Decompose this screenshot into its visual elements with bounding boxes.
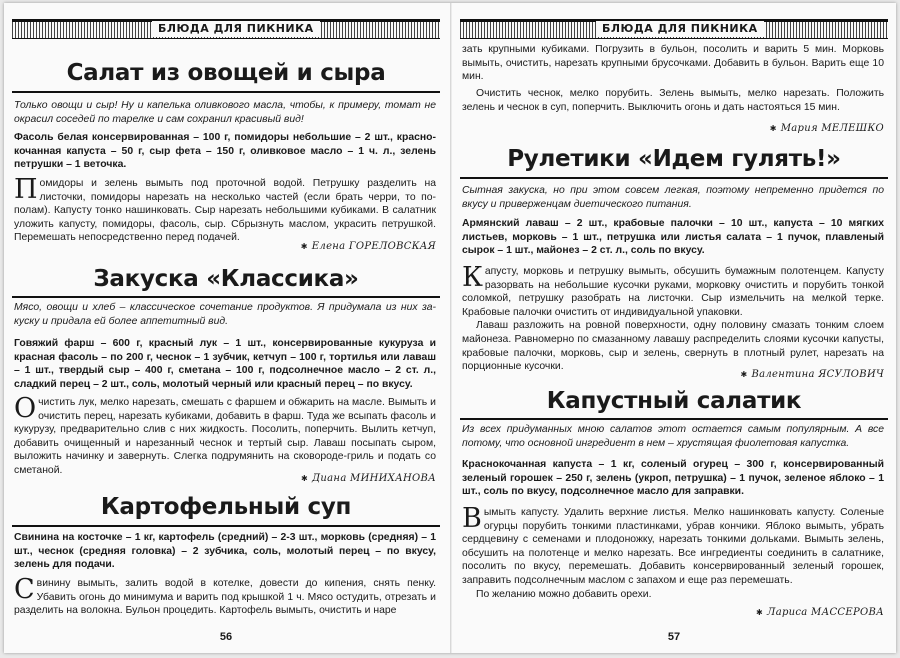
recipe-author [740, 369, 884, 380]
author-mark-icon: ✱ [756, 608, 764, 617]
recipe-title-salad: Салат из овощей и сыра [66, 60, 386, 86]
author-mark-icon: ✱ [740, 370, 748, 379]
recipe-author-name: Мария МЕЛЕШКО [780, 123, 884, 134]
recipe-method [462, 262, 884, 374]
recipe-title-rolls: Рулетики «Идем гулять!» [507, 146, 841, 172]
title-rule [12, 91, 440, 93]
section-header-text: БЛЮДА ДЛЯ ПИКНИКА [152, 21, 320, 37]
author-mark-icon: ✱ [300, 474, 308, 483]
title-rule [12, 296, 440, 298]
recipe-method-text-2: Лаваш разложить на ровной поверхности, одну половину смазать тонким слоем майонеза. Равномерно по смазанному лавашу распределить слоями кусочки капусты, крабовые палочки, морковь, сыр и зелень, свернуть в плотный рулет, нарезать на порционные кусочки. [462, 320, 884, 373]
author-mark-icon: ✱ [300, 242, 308, 251]
recipe-method [14, 393, 436, 478]
section-header-text: БЛЮДА ДЛЯ ПИКНИКА [596, 21, 764, 37]
recipe-intro: Только овощи и сыр! Ну и капелька оливкового масла, чтобы, к примеру, томат не окрасил соседей по тарелке и сам сохранил красивый вид! [14, 100, 436, 125]
recipe-method [462, 503, 884, 601]
soup-method-continued: Очистить чеснок, мелко порубить. Зелень вымыть, мелко нарезать. Положить зелень и чеснок в суп, поперчить. Выключить огонь и дать настояться 15 мин. [462, 88, 884, 113]
drop-cap: С [14, 574, 35, 605]
drop-cap: В [462, 503, 482, 534]
title-rule [460, 177, 888, 179]
page-number: 57 [667, 631, 681, 643]
title-rule [12, 525, 440, 527]
recipe-method-text-2: По желанию можно добавить орехи. [476, 588, 652, 600]
recipe-author-name: Валентина ЯСУЛОВИЧ [751, 369, 884, 380]
recipe-ingredients: Говяжий фарш – 600 г, красный лук – 1 шт., консервированные кукуруза и красная фасоль – по 200 г, чеснок – 1 зубчик, кетчуп – 100 г, тортилья или лаваш – 1 шт., твердый сыр – 400 г, сметана – 100 г, подсолнечное масло – 2 ст. л., сладкий перец – 2 шт., соль, молотый черный или красный перец – по вкусу. [14, 338, 436, 390]
drop-cap: П [14, 174, 38, 205]
recipe-method-text: омидоры и зелень вымыть под проточной водой. Петрушку разделить на листочки, помидоры нарезать на несколько частей (если брать черри, то пополам). Капусту тонко нашинковать. Сыр нарезать небольшими кубиками. В салатник уложить капусту, помидоры, фасоль, сыр. Сбрызнуть маслом, украсить петрушкой. Перемешать непосредственно перед подачей. [14, 178, 436, 244]
author-mark-icon: ✱ [769, 124, 777, 133]
recipe-intro: Из всех придуманных мною салатов этот остается самым популярным. А все потому, что основной ингредиент в нем – хрустящая фиолетовая капустка. [462, 424, 884, 449]
recipe-intro: Мясо, овощи и хлеб – классическое сочетание продуктов. Я придумала из них закуску и придала ей более аппетитный вид. [14, 302, 436, 327]
recipe-ingredients: Армянский лаваш – 2 шт., крабовые палочки – 10 шт., капуста – 10 мягких листьев, морковь – 1 шт., петрушка или листья салата – 1 пучок, плавленый сырок – 1 шт., майонез – 2 ст. л., соль по вкусу. [462, 218, 884, 257]
left-page [12, 3, 440, 653]
section-header [12, 19, 440, 39]
page-number: 56 [219, 631, 233, 643]
recipe-title-classic: Закуска «Классика» [93, 266, 359, 292]
right-page [460, 3, 888, 653]
title-rule [460, 418, 888, 420]
recipe-author [756, 607, 884, 618]
recipe-method-text: чистить лук, мелко нарезать, смешать с фаршем и обжарить на масле. Вымыть и очистить перец, нарезать кубиками, добавить в фарш. Туда же всыпать фасоль и кукурузу, предварительно слив с них жидкость. Посолить, поперчить. Вылить кетчуп, добавить очищенный и нарезанный чеснок и тертый сыр. Лаваш посыпать сыром, выложить начинку и завернуть. Слегка подрумянить на сковороде-гриль и подать со сметаной. [14, 397, 436, 476]
soup-method-continued: зать крупными кубиками. Погрузить в бульон, посолить и варить 5 мин. Морковь вымыть, очистить, нарезать крупными брусочками. Добавить в бульон. Варить еще 10 мин. [462, 44, 884, 83]
recipe-method [14, 574, 436, 618]
recipe-author-name: Лариса МАССЕРОВА [767, 607, 884, 618]
recipe-method-text: винину вымыть, залить водой в котелке, довести до кипения, снять пенку. Убавить огонь до минимума и варить под крышкой 1 ч. Мясо остудить, отрезать и разделить на волокна. Бульон процедить. Картофель вымыть, очистить и наре [14, 578, 436, 617]
recipe-title-cabbage: Капустный салатик [546, 388, 802, 414]
recipe-title-soup: Картофельный суп [100, 494, 352, 520]
section-header [460, 19, 888, 39]
recipe-author [301, 473, 436, 484]
recipe-method [14, 174, 436, 245]
page-gutter [450, 3, 452, 653]
recipe-author [301, 241, 436, 252]
recipe-author-name: Елена ГОРЕЛОВСКАЯ [311, 241, 436, 252]
recipe-method-text: ымыть капусту. Удалить верхние листья. Мелко нашинковать капусту. Соленые огурцы порубить тонкими пластинками, убрав кончики. Яблоко вымыть, убрать сердцевину с семенами и плодоножку, нарезать тонкими дольками. Вымыть зелень, обсушить на полотенце и мелко нарезать. Все ингредиенты соединить в салатнике, посолить по вкусу, перемешать. Добавить консервированный зеленый горошек, заправить подсолнечным маслом с запахом и еще раз перемешать. [462, 507, 884, 586]
recipe-intro: Сытная закуска, но при этом совсем легкая, поэтому непременно придется по вкусу и приверженцам диетического питания. [462, 185, 884, 210]
recipe-ingredients: Свинина на косточке – 1 кг, картофель (средний) – 2-3 шт., морковь (средняя) – 1 шт., чеснок (средняя головка) – 2 зубчика, соль, молотый перец – по вкусу, зелень для подачи. [14, 532, 436, 571]
drop-cap: К [462, 262, 483, 293]
recipe-ingredients: Краснокочанная капуста – 1 кг, соленый огурец – 300 г, консервированный зеленый горошек – 250 г, зелень (укроп, петрушка) – 1 пучок, зеленое яблоко – 1 шт., соль по вкусу, подсолнечное масло для заправки. [462, 459, 884, 498]
drop-cap: О [14, 393, 37, 424]
recipe-author-name: Диана МИНИХАНОВА [312, 473, 436, 484]
magazine-spread [4, 3, 896, 653]
recipe-method-text: апусту, морковь и петрушку вымыть, обсушить бумажным полотенцем. Капусту разорвать на небольшие кусочки руками, морковку очистить и порубить тонкой соломкой, петрушку разобрать на листочки. Сыр измельчить на мелкой терке. Крабовые палочки очистить от индивидуальной упаковки. [462, 266, 884, 318]
recipe-ingredients: Фасоль белая консервированная – 100 г, помидоры небольшие – 2 шт., краснокочанная капуста – 50 г, сыр фета – 150 г, оливковое масло – 1 ч. л., зелень петрушки – 1 веточка. [14, 132, 436, 171]
recipe-author [770, 123, 884, 134]
